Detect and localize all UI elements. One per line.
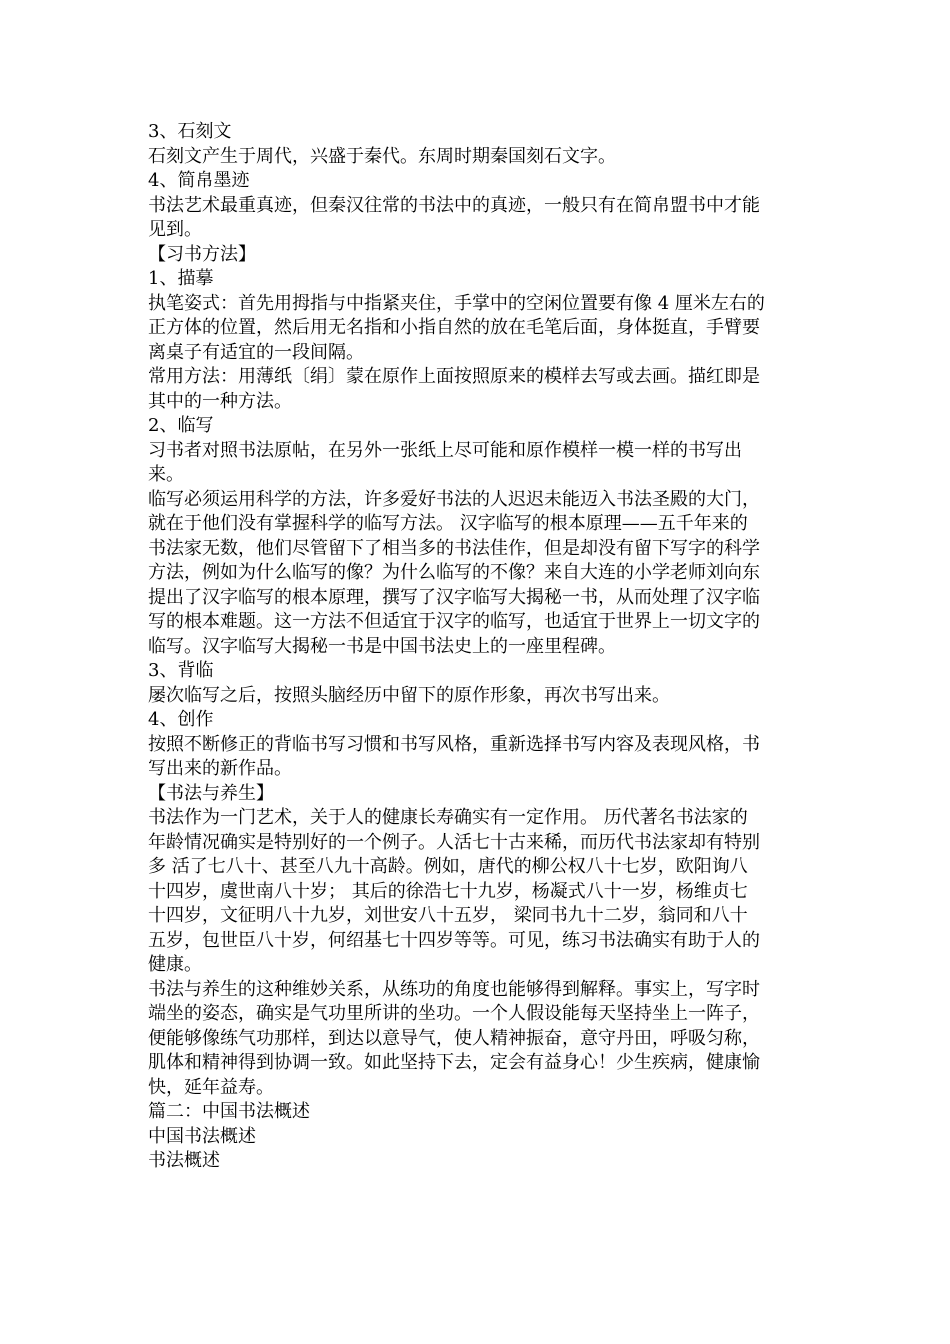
article-title: 中国书法概述 xyxy=(148,1125,256,1147)
text-line: 其中的一种方法。 xyxy=(148,390,292,412)
text-line: 书法作为一门艺术，关于人的健康长寿确实有一定作用。 历代著名书法家的 xyxy=(148,807,748,828)
text-line: 提出了汉字临写的根本原理，撰写了汉字临写大揭秘一书，从而处理了汉字临 xyxy=(148,586,760,608)
text-line: 十四岁，文征明八十九岁，刘世安八十五岁， 梁同书九十二岁，翁同和八十 xyxy=(148,905,748,926)
text-line: 习书者对照书法原帖，在另外一张纸上尽可能和原作模样一模一样的书写出 xyxy=(148,439,742,461)
text-line: 端坐的姿态，确实是气功里所讲的坐功。一个人假设能每天坚持坐上一阵子， xyxy=(148,1003,760,1024)
text-line: 见到。 xyxy=(148,219,202,240)
text-line: 执笔姿式：首先用拇指与中指紧夹住，手掌中的空闲位置要有像 4 厘米左右的 xyxy=(148,292,765,314)
text-line: 正方体的位置，然后用无名指和小指自然的放在毛笔后面，身体挺直，手臂要 xyxy=(148,317,760,338)
text-line: 多 活了七八十、甚至八九十高龄。例如，唐代的柳公权八十七岁，欧阳询八 xyxy=(148,856,748,877)
text-line: 4、简帛墨迹 xyxy=(148,170,250,191)
text-line: 常用方法：用薄纸〔绢〕蒙在原作上面按照原来的模样去写或去画。描红即是 xyxy=(148,366,760,387)
text-line: 快，延年益寿。 xyxy=(148,1076,274,1098)
text-line: 方法，例如为什么临写的像？为什么临写的不像？来自大连的小学老师刘向东 xyxy=(148,562,760,583)
text-line: 临写必须运用科学的方法，许多爱好书法的人迟迟未能迈入书法圣殿的大门， xyxy=(148,488,760,510)
text-line: 年龄情况确实是特别好的一个例子。人活七十古来稀，而历代书法家却有特别 xyxy=(148,831,760,853)
text-line: 离桌子有适宜的一段间隔。 xyxy=(148,341,364,363)
document-body xyxy=(148,120,808,1174)
text-line: 便能够像练气功那样，到达以意导气，使人精神振奋，意守丹田，呼吸匀称， xyxy=(148,1027,760,1049)
text-line: 就在于他们没有掌握科学的临写方法。 汉字临写的根本原理——五千年来的 xyxy=(148,513,748,534)
text-line: 十四岁，虞世南八十岁； 其后的徐浩七十九岁，杨凝式八十一岁，杨维贞七 xyxy=(148,880,748,902)
text-line: 临写。汉字临写大揭秘一书是中国书法史上的一座里程碑。 xyxy=(148,635,616,657)
text-line: 4、创作 xyxy=(148,709,214,730)
text-line: 书法家无数，他们尽管留下了相当多的书法佳作，但是却没有留下写字的科学 xyxy=(148,537,760,559)
text-line: 肌体和精神得到协调一致。如此坚持下去，定会有益身心！少生疾病，健康愉 xyxy=(148,1052,760,1073)
text-line: 2、临写 xyxy=(148,415,214,436)
text-line: 来。 xyxy=(148,464,184,485)
text-line: 书法与养生的这种维妙关系，从练功的角度也能够得到解释。事实上，写字时 xyxy=(148,978,760,1000)
subsection-title: 书法概述 xyxy=(148,1150,220,1171)
text-line: 按照不断修正的背临书写习惯和书写风格，重新选择书写内容及表现风格，书 xyxy=(148,733,760,755)
text-line: 3、背临 xyxy=(148,660,214,681)
text-line: 书法艺术最重真迹，但秦汉往常的书法中的真迹，一般只有在简帛盟书中才能 xyxy=(148,194,760,216)
text-line: 屡次临写之后，按照头脑经历中留下的原作形象，再次书写出来。 xyxy=(148,684,670,706)
text-line: 健康。 xyxy=(148,954,202,975)
text-line: 写的根本难题。这一方法不但适宜于汉字的临写，也适宜于世界上一切文字的 xyxy=(148,611,760,632)
article-heading: 篇二：中国书法概述 xyxy=(148,1101,310,1122)
text-line: 写出来的新作品。 xyxy=(148,758,292,779)
section-heading: 【书法与养生】 xyxy=(148,782,274,804)
section-heading: 【习书方法】 xyxy=(148,243,256,265)
text-line: 1、描摹 xyxy=(148,268,214,289)
text-line: 3、石刻文 xyxy=(148,121,232,142)
text-line: 五岁，包世臣八十岁，何绍基七十四岁等等。可见，练习书法确实有助于人的 xyxy=(148,929,760,951)
text-line: 石刻文产生于周代，兴盛于秦代。东周时期秦国刻石文字。 xyxy=(148,145,616,167)
